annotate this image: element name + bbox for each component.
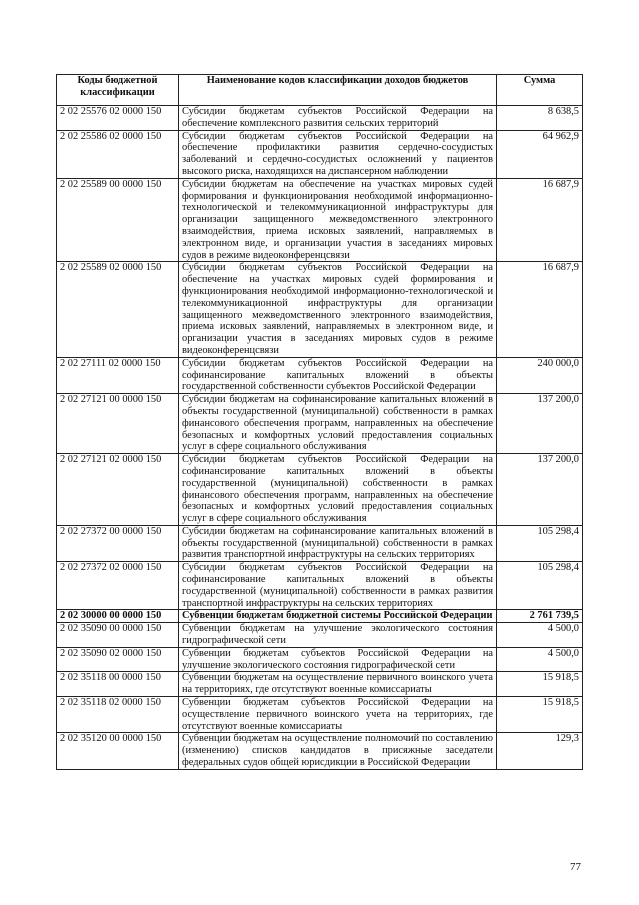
row-code: 2 02 27372 02 0000 150 bbox=[57, 562, 179, 610]
row-code: 2 02 35120 00 0000 150 bbox=[57, 733, 179, 769]
row-sum: 137 200,0 bbox=[497, 394, 583, 454]
table-row bbox=[57, 697, 583, 733]
row-code: 2 02 27121 02 0000 150 bbox=[57, 454, 179, 526]
table-row bbox=[57, 394, 583, 454]
header-codes: Коды бюджетной классификации bbox=[57, 75, 179, 106]
row-code: 2 02 27372 00 0000 150 bbox=[57, 525, 179, 561]
row-name: Субвенции бюджетам субъектов Российской Федерации на улучшение экологического состояния гидрографической сети bbox=[179, 647, 497, 672]
table-row bbox=[57, 130, 583, 178]
row-name: Субвенции бюджетам на улучшение экологического состояния гидрографической сети bbox=[179, 623, 497, 648]
row-sum: 2 761 739,5 bbox=[497, 610, 583, 623]
row-name: Субсидии бюджетам субъектов Российской Федерации на софинансирование капитальных вложений в объекты государственной собственности субъектов Российской Федерации bbox=[179, 357, 497, 393]
header-name: Наименование кодов классификации доходов бюджетов bbox=[179, 75, 497, 106]
table-row bbox=[57, 733, 583, 769]
row-code: 2 02 27121 00 0000 150 bbox=[57, 394, 179, 454]
header-sum: Сумма bbox=[497, 75, 583, 106]
row-name: Субвенции бюджетам на осуществление первичного воинского учета на территориях, где отсутствуют военные комиссариаты bbox=[179, 672, 497, 697]
row-name: Субсидии бюджетам субъектов Российской Федерации на обеспечение на участках мировых судей формирования и функционирования необходимой информационно-технологической и телекоммуникационной инфраструктуры для организации защищенного межведомственного электронного взаимодействия, приема исковых заявлений, направляемых в электронном виде, и организации участия в заседаниях мировых судов в режиме видеоконференцсвязи bbox=[179, 262, 497, 357]
row-name: Субсидии бюджетам на софинансирование капитальных вложений в объекты государственной (муниципальной) собственности в рамках финансового обеспечения программ, направленных на обеспечение безопасных и комфортных условий предоставления социальных услуг в сфере социального обслуживания bbox=[179, 394, 497, 454]
table-row bbox=[57, 525, 583, 561]
row-code: 2 02 30000 00 0000 150 bbox=[57, 610, 179, 623]
table-header-row bbox=[57, 75, 583, 106]
row-code: 2 02 27111 02 0000 150 bbox=[57, 357, 179, 393]
row-sum: 8 638,5 bbox=[497, 106, 583, 131]
table-row bbox=[57, 357, 583, 393]
table-row bbox=[57, 562, 583, 610]
row-name: Субсидии бюджетам субъектов Российской Федерации на обеспечение профилактики развития сердечно-сосудистых заболеваний и сердечно-сосудистых осложнений у пациентов высокого риска, находящихся на диспансерном наблюдении bbox=[179, 130, 497, 178]
row-sum: 129,3 bbox=[497, 733, 583, 769]
row-name: Субвенции бюджетам на осуществление полномочий по составлению (изменению) списков кандидатов в присяжные заседатели федеральных судов общей юрисдикции в Российской Федерации bbox=[179, 733, 497, 769]
row-code: 2 02 35090 00 0000 150 bbox=[57, 623, 179, 648]
row-sum: 240 000,0 bbox=[497, 357, 583, 393]
row-code: 2 02 25576 02 0000 150 bbox=[57, 106, 179, 131]
table-row bbox=[57, 454, 583, 526]
table-row bbox=[57, 178, 583, 262]
row-code: 2 02 25589 00 0000 150 bbox=[57, 178, 179, 262]
row-code: 2 02 35090 02 0000 150 bbox=[57, 647, 179, 672]
table-row bbox=[57, 106, 583, 131]
row-code: 2 02 25589 02 0000 150 bbox=[57, 262, 179, 357]
row-code: 2 02 25586 02 0000 150 bbox=[57, 130, 179, 178]
table-body bbox=[57, 106, 583, 770]
row-sum: 137 200,0 bbox=[497, 454, 583, 526]
row-name: Субсидии бюджетам субъектов Российской Федерации на обеспечение комплексного развития сельских территорий bbox=[179, 106, 497, 131]
table-row bbox=[57, 610, 583, 623]
row-sum: 15 918,5 bbox=[497, 672, 583, 697]
budget-revenue-table bbox=[56, 74, 583, 770]
row-sum: 105 298,4 bbox=[497, 562, 583, 610]
row-code: 2 02 35118 00 0000 150 bbox=[57, 672, 179, 697]
page-number: 77 bbox=[570, 861, 581, 873]
row-sum: 16 687,9 bbox=[497, 178, 583, 262]
table-row bbox=[57, 647, 583, 672]
table-row bbox=[57, 623, 583, 648]
table-row bbox=[57, 672, 583, 697]
row-sum: 4 500,0 bbox=[497, 623, 583, 648]
row-sum: 15 918,5 bbox=[497, 697, 583, 733]
row-name: Субсидии бюджетам на софинансирование капитальных вложений в объекты государственной (муниципальной) собственности в рамках развития транспортной инфраструктуры на сельских территориях bbox=[179, 525, 497, 561]
row-name: Субвенции бюджетам бюджетной системы Российской Федерации bbox=[179, 610, 497, 623]
table-row bbox=[57, 262, 583, 357]
row-name: Субвенции бюджетам субъектов Российской Федерации на осуществление первичного воинского учета на территориях, где отсутствуют военные комиссариаты bbox=[179, 697, 497, 733]
row-sum: 16 687,9 bbox=[497, 262, 583, 357]
row-name: Субсидии бюджетам субъектов Российской Федерации на софинансирование капитальных вложений в объекты государственной (муниципальной) собственности в рамках развития транспортной инфраструктуры на сельских территориях bbox=[179, 562, 497, 610]
row-sum: 4 500,0 bbox=[497, 647, 583, 672]
row-code: 2 02 35118 02 0000 150 bbox=[57, 697, 179, 733]
row-sum: 105 298,4 bbox=[497, 525, 583, 561]
row-sum: 64 962,9 bbox=[497, 130, 583, 178]
row-name: Субсидии бюджетам субъектов Российской Федерации на софинансирование капитальных вложений в объекты государственной (муниципальной) собственности в рамках финансового обеспечения программ, направленных на обеспечение безопасных и комфортных условий предоставления социальных услуг в сфере социального обслуживания bbox=[179, 454, 497, 526]
row-name: Субсидии бюджетам на обеспечение на участках мировых судей формирования и функционирования необходимой информационно-технологической и телекоммуникационной инфраструктуры для организации защищенного межведомственного электронного взаимодействия, приема исковых заявлений, направляемых в электронном виде, и организации участия в заседаниях мировых судов в режиме видеоконференцсвязи bbox=[179, 178, 497, 262]
